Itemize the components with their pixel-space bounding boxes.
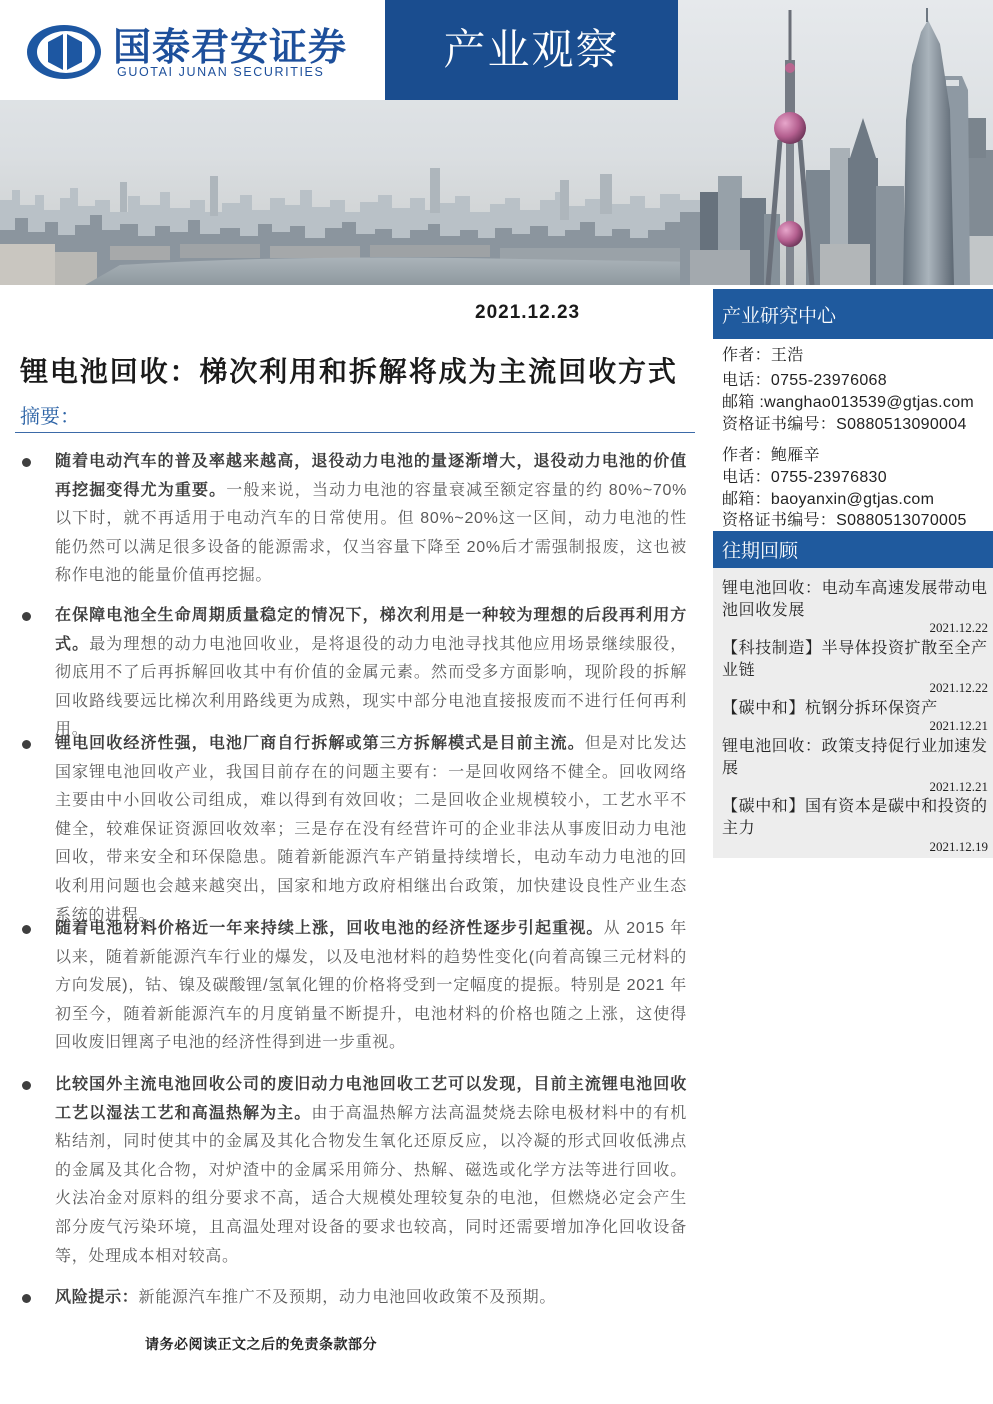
bullet-body: 由于高温热解方法高温焚烧去除电极材料中的有机粘结剂，同时使其中的金属及其化合物发生氧化还原反应，以冷凝的形式回收低沸点的金属及其化合物，对炉渣中的金属采用筛分、热解、磁选或化学方法等进行回收。火法冶金对原料的组分要求不高，适合大规模处理较复杂的电池，但燃烧必定会产生部分废气污染环境，且高温处理对设备的要求也较高，同时还需要增加净化回收设备等，处理成本相对较高。 xyxy=(55,1104,687,1265)
author-certificate: 资格证书编号：S0880513090004 xyxy=(722,416,967,433)
bullet-text xyxy=(55,1284,687,1313)
past-report-title: 锂电池回收：政策支持促行业加速发展 xyxy=(722,738,988,777)
bullet-dot-icon xyxy=(22,925,31,934)
past-report-date: 2021.12.21 xyxy=(929,718,988,733)
past-report-title: 【碳中和】杭钢分拆环保资产 xyxy=(722,700,938,717)
author-email: 邮箱 :wanghao013539@gtjas.com xyxy=(722,394,975,411)
bullet-text xyxy=(55,730,687,930)
company-name-cn: 国泰君安证券 xyxy=(113,27,348,69)
guotai-junan-logo-icon xyxy=(25,23,103,81)
bullet-text xyxy=(55,602,687,745)
bullet-body: 最为理想的动力电池回收业，是将退役的动力电池寻找其他应用场景继续服役，彻底用不了后再拆解回收其中有价值的金属元素。然而受多方面影响，现阶段的拆解回收路线要远比梯次利用路线更为成熟，现实中部分电池直接报废而不进行任何再利用。 xyxy=(55,635,687,739)
past-report-date: 2021.12.19 xyxy=(929,839,988,854)
bullet-dot-icon xyxy=(22,458,31,467)
author-phone: 电话：0755-23976068 xyxy=(722,372,887,389)
research-center-label: 产业研究中心 xyxy=(722,305,837,327)
disclaimer-note: 请务必阅读正文之后的免责条款部分 xyxy=(145,1336,377,1352)
bullet-lead: 锂电回收经济性强，电池厂商自行拆解或第三方拆解模式是目前主流。 xyxy=(55,735,585,752)
bullet-lead: 随着电池材料价格近一年来持续上涨，回收电池的经济性逐步引起重视。 xyxy=(55,920,604,937)
past-report-title: 【科技制造】半导体投资扩散至全产业链 xyxy=(722,640,988,679)
report-title: 锂电池回收：梯次利用和拆解将成为主流回收方式 xyxy=(20,356,678,387)
bullet-body: 一般来说，当动力电池的容量衰减至额定容量的约 80%~70%以下时，就不再适用于电动汽车的日常使用。但 80%~20%这一区间，动力电池的性能仍然可以满足很多设备的能源需求，仅当容量下降至 20%后才需强制报废，这也被称作电池的能量价值再挖掘。 xyxy=(55,481,687,585)
bullet-dot-icon xyxy=(22,612,31,621)
past-reports-label: 往期回顾 xyxy=(722,541,799,562)
abstract-divider xyxy=(15,432,695,433)
author-name: 作者：王浩 xyxy=(722,347,804,364)
past-report-date: 2021.12.22 xyxy=(929,620,988,635)
bullet-body: 但是对比发达国家锂电池回收产业，我国目前存在的问题主要有：一是回收网络不健全。回收网络主要由中小回收公司组成，难以得到有效回收；二是回收企业规模较小，工艺水平不健全，较难保证资源回收效率；三是存在没有经营许可的企业非法从事废旧动力电池回收，带来安全和环保隐患。随着新能源汽车产销量持续增长，电动车动力电池的回收利用问题也会越来越突出，国家和地方政府相继出台政策，加快建设良性产业生态系统的进程。 xyxy=(55,735,688,924)
bullet-text xyxy=(55,448,687,591)
author-name: 作者：鲍雁辛 xyxy=(722,447,820,464)
past-report-date: 2021.12.22 xyxy=(929,680,988,695)
past-reports-header xyxy=(713,531,993,568)
abstract-heading: 摘要： xyxy=(20,406,80,428)
report-type-banner xyxy=(385,0,678,100)
past-report-title: 锂电池回收：电动车高速发展带动电池回收发展 xyxy=(722,580,988,619)
bullet-body: 从 2015 年以来，随着新能源汽车行业的爆发，以及电池材料的趋势性变化(向着高镍三元材料的方向发展)，钴、镍及碳酸锂/氢氧化锂的价格将受到一定幅度的提振。特别是 2021 年初至今，随着新能源汽车的月度销量不断提升，电池材料的价格也随之上涨，这使得回收废旧锂离子电池的经济性得到进一步重视。 xyxy=(55,920,687,1052)
bullet-lead: 比较国外主流电池回收公司的废旧动力电池回收工艺可以发现，目前主流锂电池回收工艺以湿法工艺和高温热解为主。 xyxy=(55,1076,687,1122)
report-date: 2021.12.23 xyxy=(475,302,581,323)
company-name-en: GUOTAI JUNAN SECURITIES xyxy=(117,65,325,79)
bullet-text xyxy=(55,1071,687,1271)
bullet-dot-icon xyxy=(22,740,31,749)
past-report-title: 【碳中和】国有资本是碳中和投资的主力 xyxy=(722,798,988,837)
logo-area xyxy=(0,0,385,100)
research-center-header xyxy=(713,289,993,339)
risk-warning-text: 新能源汽车推广不及预期，动力电池回收政策不及预期。 xyxy=(138,1289,557,1306)
bullet-lead: 随着电动汽车的普及率越来越高，退役动力电池的量逐渐增大，退役动力电池的价值再挖掘变得尤为重要。 xyxy=(55,453,687,499)
bullet-text xyxy=(55,915,687,1058)
past-report-date: 2021.12.21 xyxy=(929,779,988,794)
author-email: 邮箱：baoyanxin@gtjas.com xyxy=(722,491,935,508)
bullet-lead: 在保障电池全生命周期质量稳定的情况下，梯次利用是一种较为理想的后段再利用方式。 xyxy=(55,607,687,653)
bullet-dot-icon xyxy=(22,1081,31,1090)
author-phone: 电话：0755-23976830 xyxy=(722,469,887,486)
risk-warning-label: 风险提示： xyxy=(55,1289,139,1306)
author-certificate: 资格证书编号：S0880513070005 xyxy=(722,512,967,529)
report-type-label: 产业观察 xyxy=(443,26,620,73)
bullet-dot-icon xyxy=(22,1294,31,1303)
